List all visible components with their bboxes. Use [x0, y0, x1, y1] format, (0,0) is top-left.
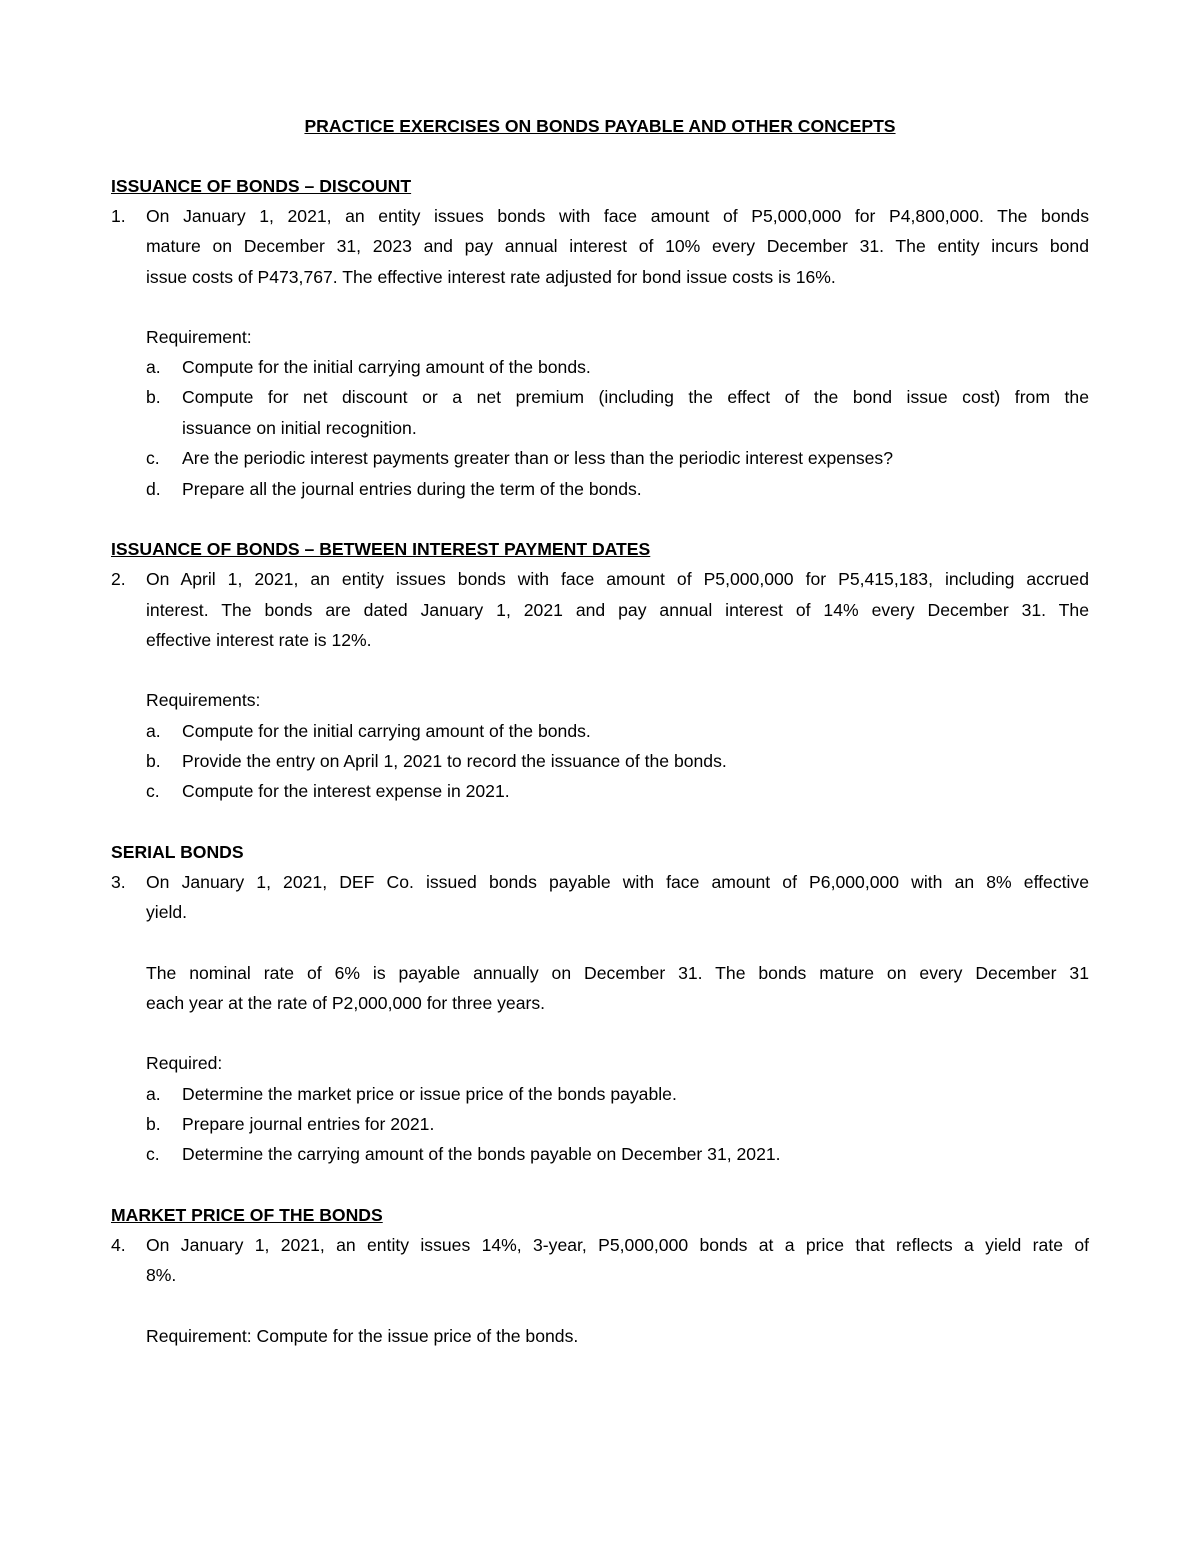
exercise-number: 3.: [111, 872, 126, 892]
exercise-text-line: On January 1, 2021, an entity issues bonds with face amount of P5,000,000 for P4,800,000. The bonds: [146, 206, 1089, 226]
section-heading-between-dates: ISSUANCE OF BONDS – BETWEEN INTEREST PAYMENT DATES: [111, 539, 651, 559]
item-letter: c.: [146, 781, 160, 801]
item-text: Provide the entry on April 1, 2021 to record the issuance of the bonds.: [182, 751, 727, 771]
exercise-text-line: effective interest rate is 12%.: [146, 630, 372, 650]
exercise-text-line: The nominal rate of 6% is payable annually on December 31. The bonds mature on every December 31: [146, 963, 1089, 983]
requirement-label: Requirement: Compute for the issue price of the bonds.: [146, 1326, 579, 1346]
item-text: Prepare all the journal entries during the term of the bonds.: [182, 479, 642, 499]
requirement-label: Requirements:: [146, 690, 261, 710]
exercise-text-line: mature on December 31, 2023 and pay annual interest of 10% every December 31. The entity incurs bond: [146, 236, 1089, 256]
item-letter: c.: [146, 448, 160, 468]
exercise-text-line: On April 1, 2021, an entity issues bonds with face amount of P5,000,000 for P5,415,183, including accrued: [146, 569, 1089, 589]
item-letter: d.: [146, 479, 161, 499]
page-title: PRACTICE EXERCISES ON BONDS PAYABLE AND OTHER CONCEPTS: [304, 116, 896, 136]
item-text: Compute for the initial carrying amount of the bonds.: [182, 721, 591, 741]
item-letter: a.: [146, 1084, 161, 1104]
exercise-number: 2.: [111, 569, 126, 589]
item-letter: b.: [146, 1114, 161, 1134]
section-heading-market-price: MARKET PRICE OF THE BONDS: [111, 1205, 383, 1225]
exercise-text-line: yield.: [146, 902, 188, 922]
requirement-label: Required:: [146, 1053, 223, 1073]
requirement-label: Requirement:: [146, 327, 252, 347]
item-letter: b.: [146, 387, 161, 407]
section-heading-discount: ISSUANCE OF BONDS – DISCOUNT: [111, 176, 412, 196]
item-letter: b.: [146, 751, 161, 771]
exercise-number: 4.: [111, 1235, 126, 1255]
item-text: Prepare journal entries for 2021.: [182, 1114, 435, 1134]
item-text: issuance on initial recognition.: [182, 418, 417, 438]
exercise-text-line: interest. The bonds are dated January 1, 2021 and pay annual interest of 14% every December 31. The: [146, 600, 1089, 620]
item-letter: c.: [146, 1144, 160, 1164]
item-letter: a.: [146, 357, 161, 377]
exercise-text-line: 8%.: [146, 1265, 177, 1285]
item-text: Are the periodic interest payments greater than or less than the periodic interest expenses?: [182, 448, 893, 468]
item-text: Determine the market price or issue price of the bonds payable.: [182, 1084, 677, 1104]
section-heading-serial-bonds: SERIAL BONDS: [111, 842, 244, 862]
item-text: Compute for net discount or a net premium (including the effect of the bond issue cost) from the: [182, 387, 1089, 407]
exercise-number: 1.: [111, 206, 126, 226]
item-text: Determine the carrying amount of the bonds payable on December 31, 2021.: [182, 1144, 781, 1164]
item-text: Compute for the initial carrying amount of the bonds.: [182, 357, 591, 377]
exercise-text-line: each year at the rate of P2,000,000 for three years.: [146, 993, 546, 1013]
item-text: Compute for the interest expense in 2021.: [182, 781, 510, 801]
exercise-text-line: On January 1, 2021, an entity issues 14%, 3-year, P5,000,000 bonds at a price that reflects a yield rate of: [146, 1235, 1089, 1255]
exercise-text-line: On January 1, 2021, DEF Co. issued bonds payable with face amount of P6,000,000 with an 8% effective: [146, 872, 1089, 892]
exercise-text-line: issue costs of P473,767. The effective interest rate adjusted for bond issue costs is 16%.: [146, 267, 836, 287]
item-letter: a.: [146, 721, 161, 741]
